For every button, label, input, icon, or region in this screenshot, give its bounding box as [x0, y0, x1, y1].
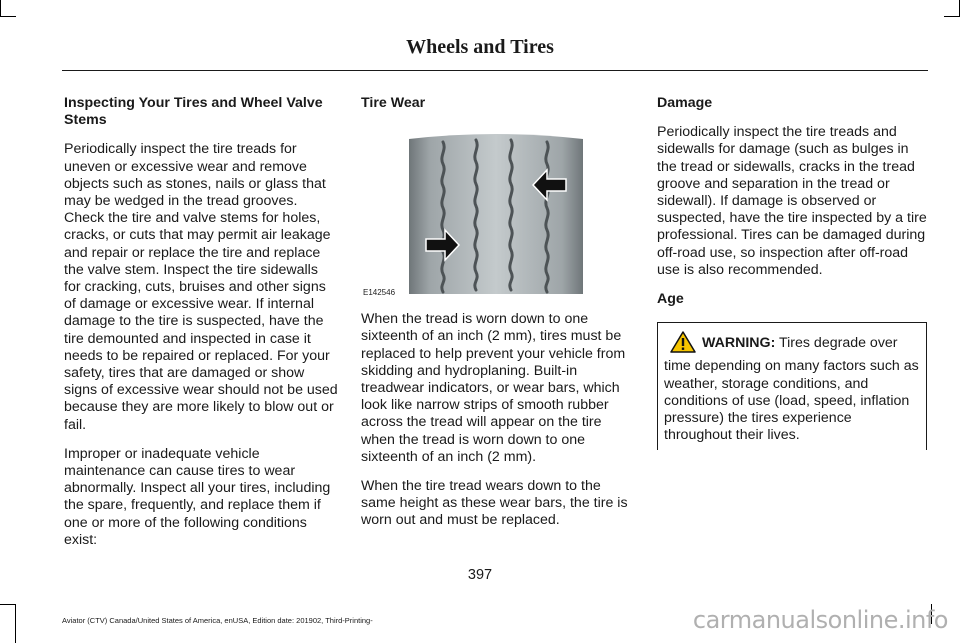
crop-mark: [0, 0, 1, 16]
paragraph: Periodically inspect the tire treads and sidewalls for damage (such as bulges in the tread or sidewalls, cracks in the tread groove and separation in the tread or sidewall). If damage is observed or suspected, have the tire inspected by a tire professional. Tires can be damaged during off-road use, so inspection after off-road use is also recommended.: [657, 124, 927, 278]
watermark: carmanualsonline.info: [692, 606, 948, 634]
crop-mark: [0, 604, 15, 605]
warning-box: [657, 322, 927, 450]
edition-footer: Aviator (CTV) Canada/United States of America, enUSA, Edition date: 201902, Third-Printing-: [62, 616, 373, 625]
tire-wear-figure: [361, 124, 631, 299]
paragraph: Improper or inadequate vehicle maintenance can cause tires to wear abnormally. Inspect all your tires, including the spare, frequently, and replace them if one or more of the following conditions exist:: [64, 445, 331, 548]
crop-mark: [15, 604, 16, 643]
figure-label: E142546: [363, 288, 396, 298]
warning-label: WARNING:: [702, 335, 776, 352]
page-number: 397: [467, 567, 493, 583]
heading-damage: Damage: [657, 95, 713, 111]
heading-age: Age: [657, 291, 684, 308]
warning-triangle-icon: [670, 331, 696, 358]
warning-body: Tires degrade over time depending on many factors such as weather, storage conditions, and conditions of use (load, speed, inflation pressure) the tires experience throughout their lives.: [664, 335, 919, 444]
paragraph: Periodically inspect the tire treads for uneven or excessive wear and remove objects such as stones, nails or glass that may be wedged in the tread grooves. Check the tire and valve stems for holes, cracks, or cuts that may permit air leakage and repair or replace the tire and replace the valve stem. Inspect the tire sidewalls for cracking, cuts, bruises and other signs of damage or excessive wear. If internal damage to the tire is suspected, have the tire demounted and inspected in case it needs to be repaired or replaced. For your safety, tires that are damaged or show signs of excessive wear should not be used because they are more likely to blow out or fail.: [64, 141, 338, 433]
page-title: Wheels and Tires: [406, 36, 554, 58]
crop-mark: [0, 16, 16, 17]
heading-tire-wear: Tire Wear: [361, 95, 426, 111]
heading-inspecting: Inspecting Your Tires and Wheel Valve Stems: [64, 95, 323, 129]
crop-mark: [944, 16, 960, 17]
warning-text: [664, 331, 920, 444]
paragraph: When the tire tread wears down to the same height as these wear bars, the tire is worn out and must be replaced.: [361, 478, 628, 529]
paragraph: When the tread is worn down to one sixteenth of an inch (2 mm), tires must be replaced to help prevent your vehicle from skidding and hydroplaning. Built-in treadwear indicators, or wear bars, which look like narrow strips of smooth rubber across the tread will appear on the tire when the tread is worn down to one sixteenth of an inch (2 mm).: [361, 311, 626, 465]
column-tire-wear: [361, 95, 631, 542]
column-damage-age: [657, 95, 927, 450]
column-inspecting: [64, 95, 338, 561]
header-rule: [62, 70, 928, 71]
tire-tread-image: [361, 124, 631, 299]
